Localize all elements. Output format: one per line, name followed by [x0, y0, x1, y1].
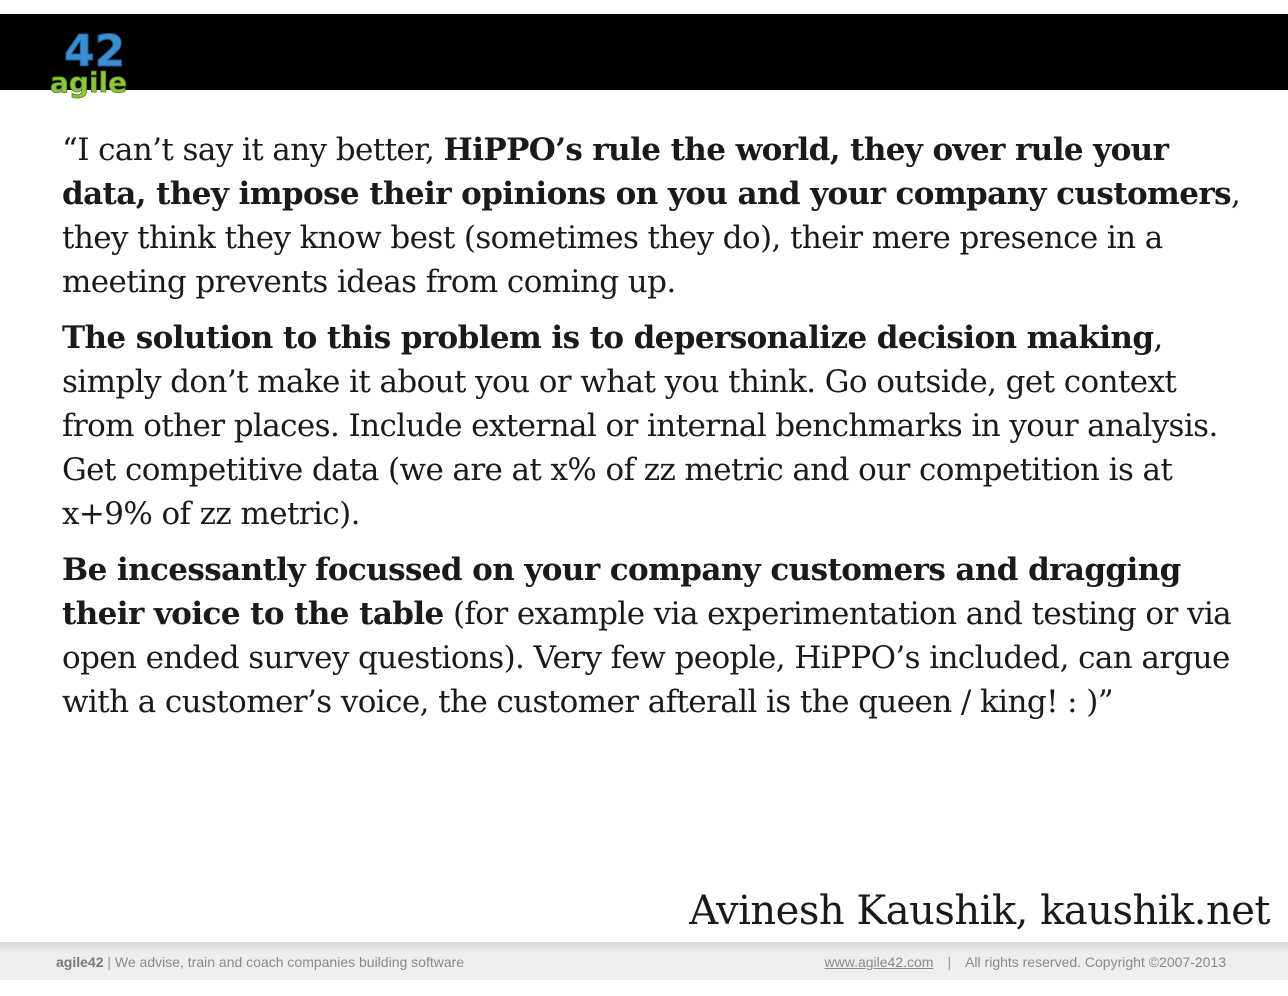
footer-left — [56, 954, 464, 970]
quote-paragraph-3 — [62, 548, 1242, 724]
quote-paragraph-2 — [62, 316, 1242, 536]
quote-paragraph-1 — [62, 128, 1242, 304]
footer-right — [825, 954, 1226, 970]
footer-divider: | — [947, 954, 952, 970]
agile42-logo — [50, 22, 134, 100]
footer-website-link[interactable]: www.agile42.com — [824, 954, 934, 970]
header-bar — [0, 14, 1288, 90]
quote-text: (for example via experimentation and testing or via open ended survey questions). Very few people, HiPPO’s included, can argue with a customer’s voice, the customer afterall is the queen / king! : )” — [62, 596, 1232, 720]
footer-brand: agile42 — [56, 954, 104, 970]
footer-separator: | — [103, 954, 115, 970]
quote-bold-text: The solution to this problem is to depersonalize decision making — [62, 320, 1154, 356]
logo-word: agile — [50, 66, 128, 99]
quote-bold-text: Be incessantly focussed on your company customers and dragging their voice to the table — [62, 552, 1181, 632]
quote-text: , simply don’t make it about you or what you think. Go outside, get context from other places. Include external or internal benchmarks in your analysis. Get competitive data (we are at x% of zz metric and our competition is at x+9% of zz metric). — [62, 320, 1218, 532]
logo-number: 42 — [64, 26, 126, 77]
quote-text: , they think they know best (sometimes they do), their mere presence in a meeting prevents ideas from coming up. — [62, 176, 1241, 300]
quote-attribution: Avinesh Kaushik, kaushik.net — [689, 888, 1270, 934]
quote-body — [62, 128, 1242, 736]
quote-bold-text: HiPPO’s rule the world, they over rule your data, they impose their opinions on you and your company customers — [62, 132, 1231, 212]
footer-tagline: We advise, train and coach companies building software — [114, 954, 465, 970]
quote-text: “I can’t say it any better, — [62, 132, 444, 168]
footer-copyright: All rights reserved. Copyright ©2007-2013 — [965, 954, 1226, 970]
footer-bar — [0, 942, 1288, 980]
